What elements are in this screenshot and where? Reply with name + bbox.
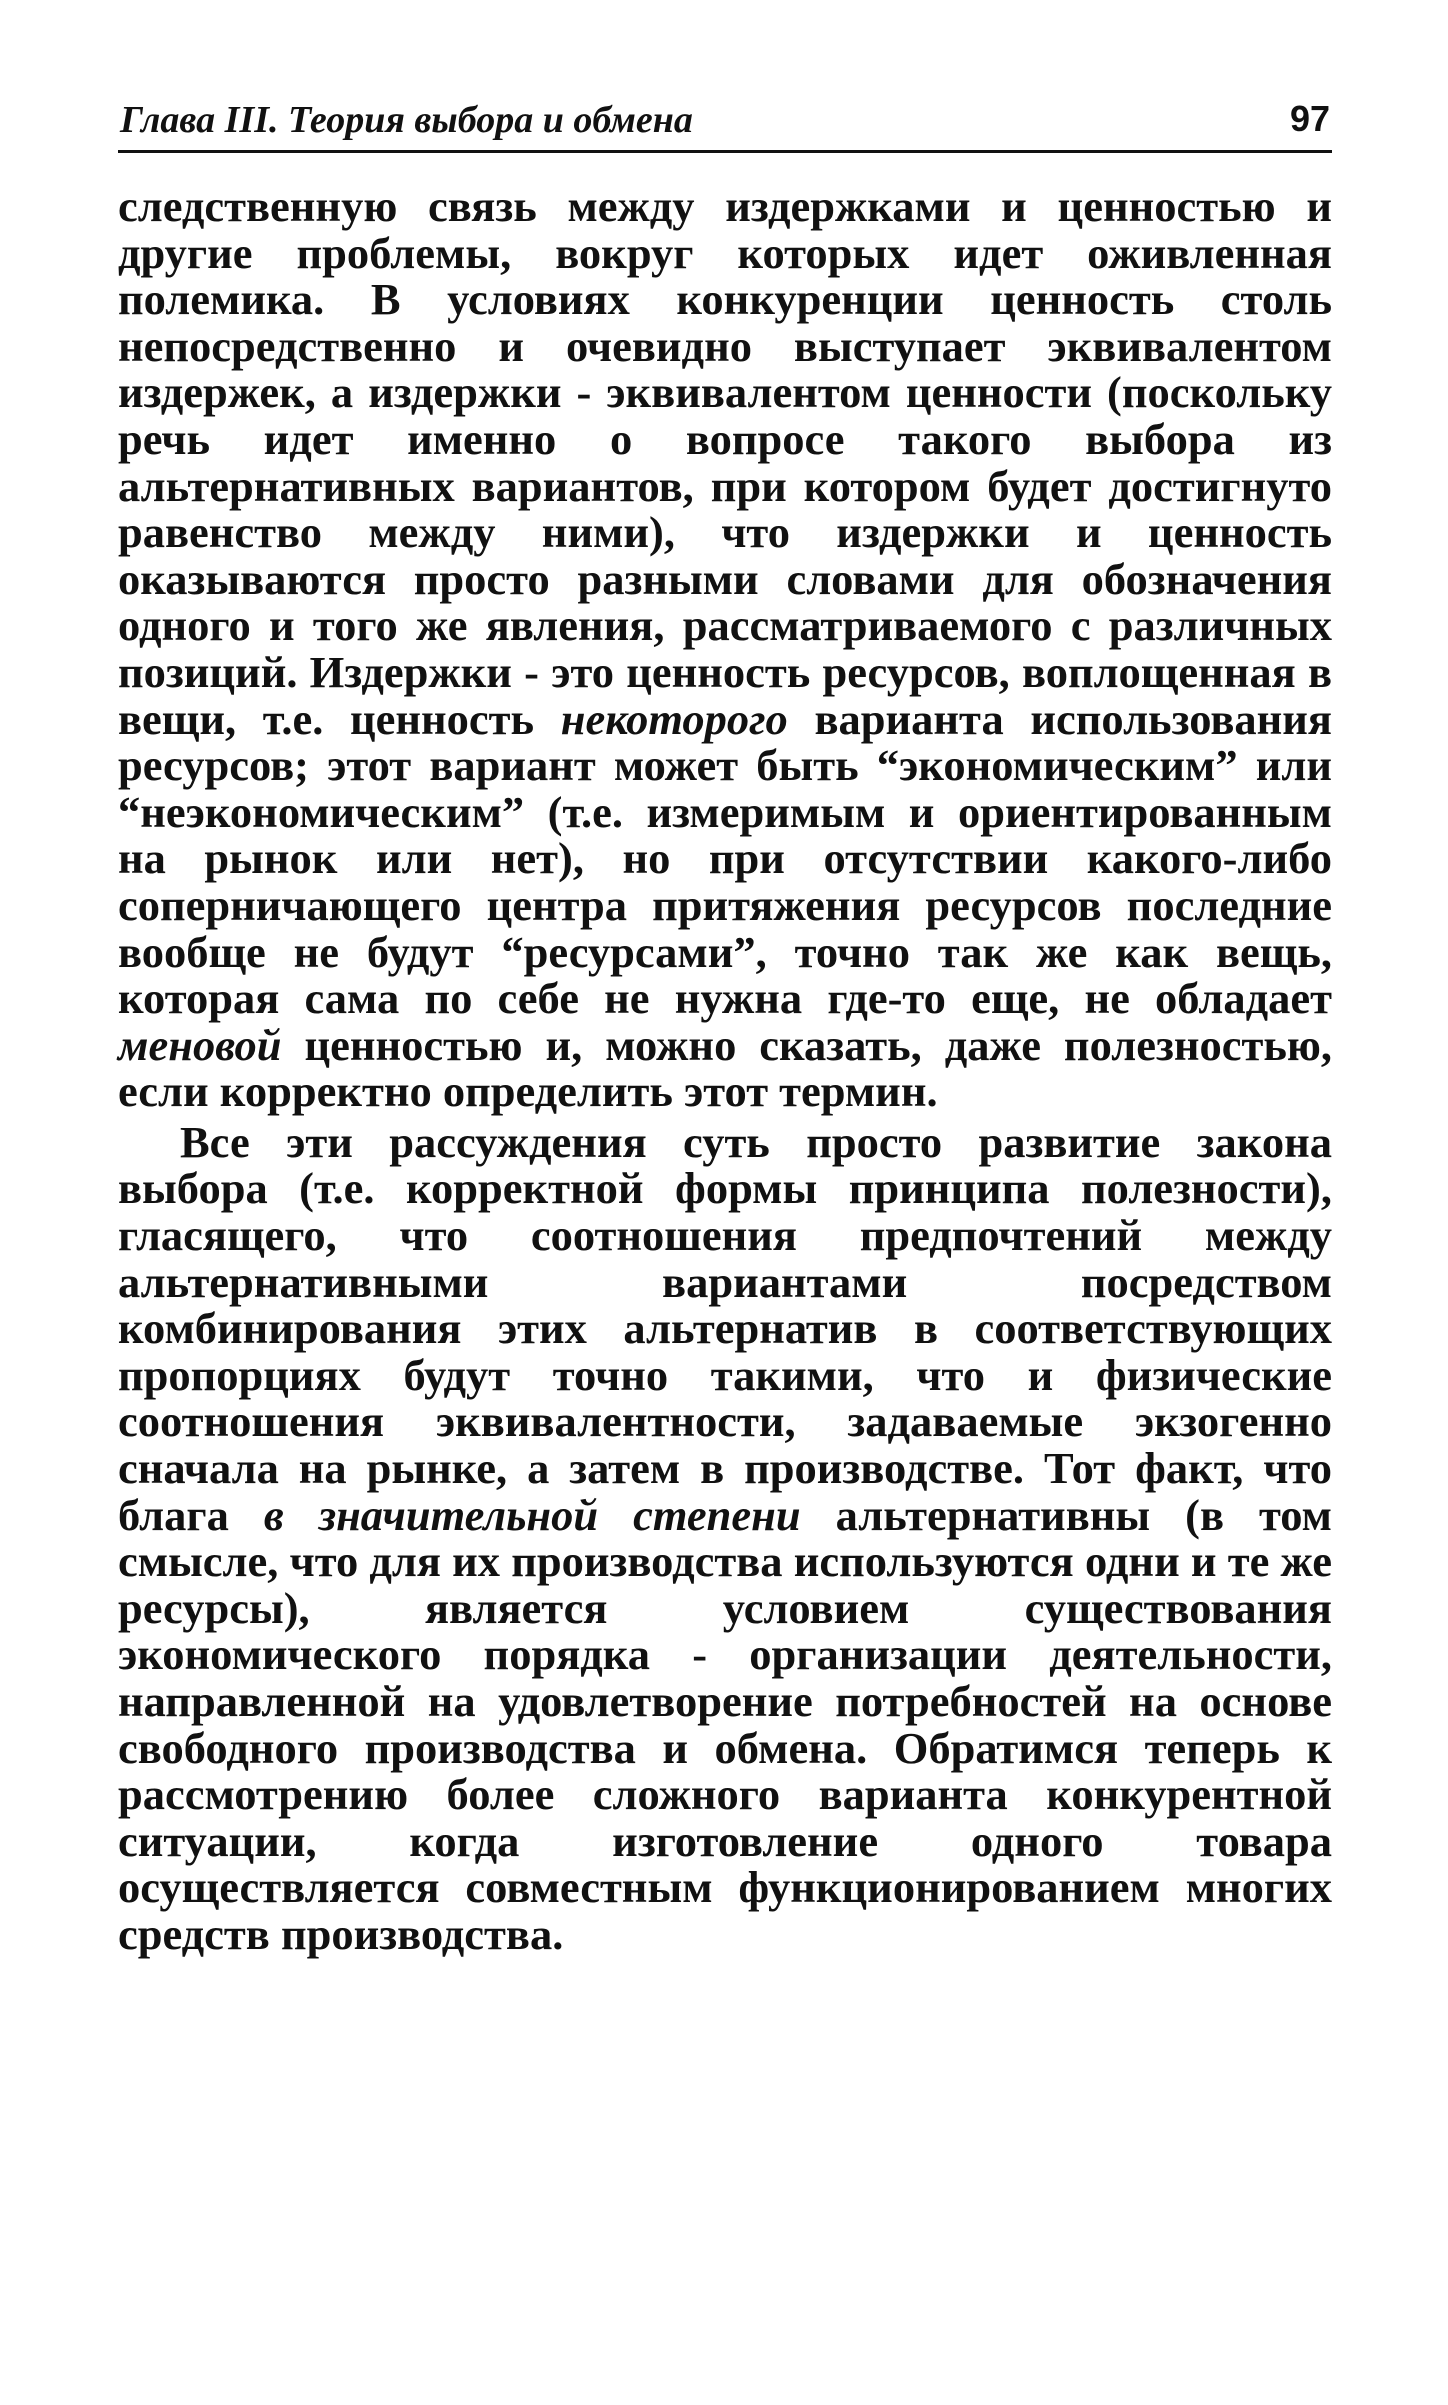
paragraph-1	[118, 183, 1332, 1115]
paragraph-1-text-3: ценностью и, можно сказать, даже полезностью, если корректно определить этот термин.	[118, 1019, 1332, 1117]
paragraph-2-text-1: Все эти рассуждения суть просто развитие закона выбора (т.е. корректной формы принципа полезности), гласящего, что соотношения предпочтений между альтернативными вариантами посредством комбинирования этих альтернатив в соответствующих пропорциях будут точно такими, что и физические соотношения эквивалентности, задаваемые экзогенно сначала на рынке, а затем в производстве. Тот факт, что блага	[118, 1116, 1332, 1540]
chapter-title: Глава III. Теория выбора и обмена	[120, 99, 693, 141]
paragraph-1-text-2: варианта использования ресурсов; этот вариант может быть “экономическим” или “неэкономическим” (т.е. измеримым и ориентированным на рынок или нет), но при отсутствии какого-либо соперничающего центра притяжения ресурсов последние вообще не будут “ресурсами”, точно так же как вещь, которая сама по себе не нужна где-то еще, не обладает	[118, 693, 1332, 1024]
paragraph-1-emphasis-1: некоторого	[560, 693, 788, 744]
running-header	[118, 96, 1332, 153]
paragraph-2-text-2: альтернативны (в том смысле, что для их производства используются одни и те же ресурсы), является условием существования экономического порядка - организации деятельности, направленной на удовлетворение потребностей на основе свободного производства и обмена. Обратимся теперь к рассмотрению более сложного варианта конкурентной ситуации, когда изготовление одного товара осуществляется совместным функционированием многих средств производства.	[118, 1489, 1332, 1959]
paragraph-2	[118, 1116, 1332, 1959]
book-page	[118, 96, 1332, 1958]
body-text	[118, 183, 1332, 1958]
page-number: 97	[1289, 98, 1330, 139]
paragraph-2-emphasis-1: в значительной степени	[263, 1489, 801, 1540]
paragraph-1-emphasis-2: меновой	[118, 1019, 282, 1070]
paragraph-1-text-1: следственную связь между издержками и ценностью и другие проблемы, вокруг которых идет оживленная полемика. В условиях конкуренции ценность столь непосредственно и очевидно выступает эквивалентом издержек, а издержки - эквивалентом ценности (поскольку речь идет именно о вопросе такого выбора из альтернативных вариантов, при котором будет достигнуто равенство между ними), что издержки и ценность оказываются просто разными словами для обозначения одного и того же явления, рассматриваемого с различных позиций. Издержки - это ценность ресурсов, воплощенная в вещи, т.е. ценность	[118, 181, 1332, 744]
